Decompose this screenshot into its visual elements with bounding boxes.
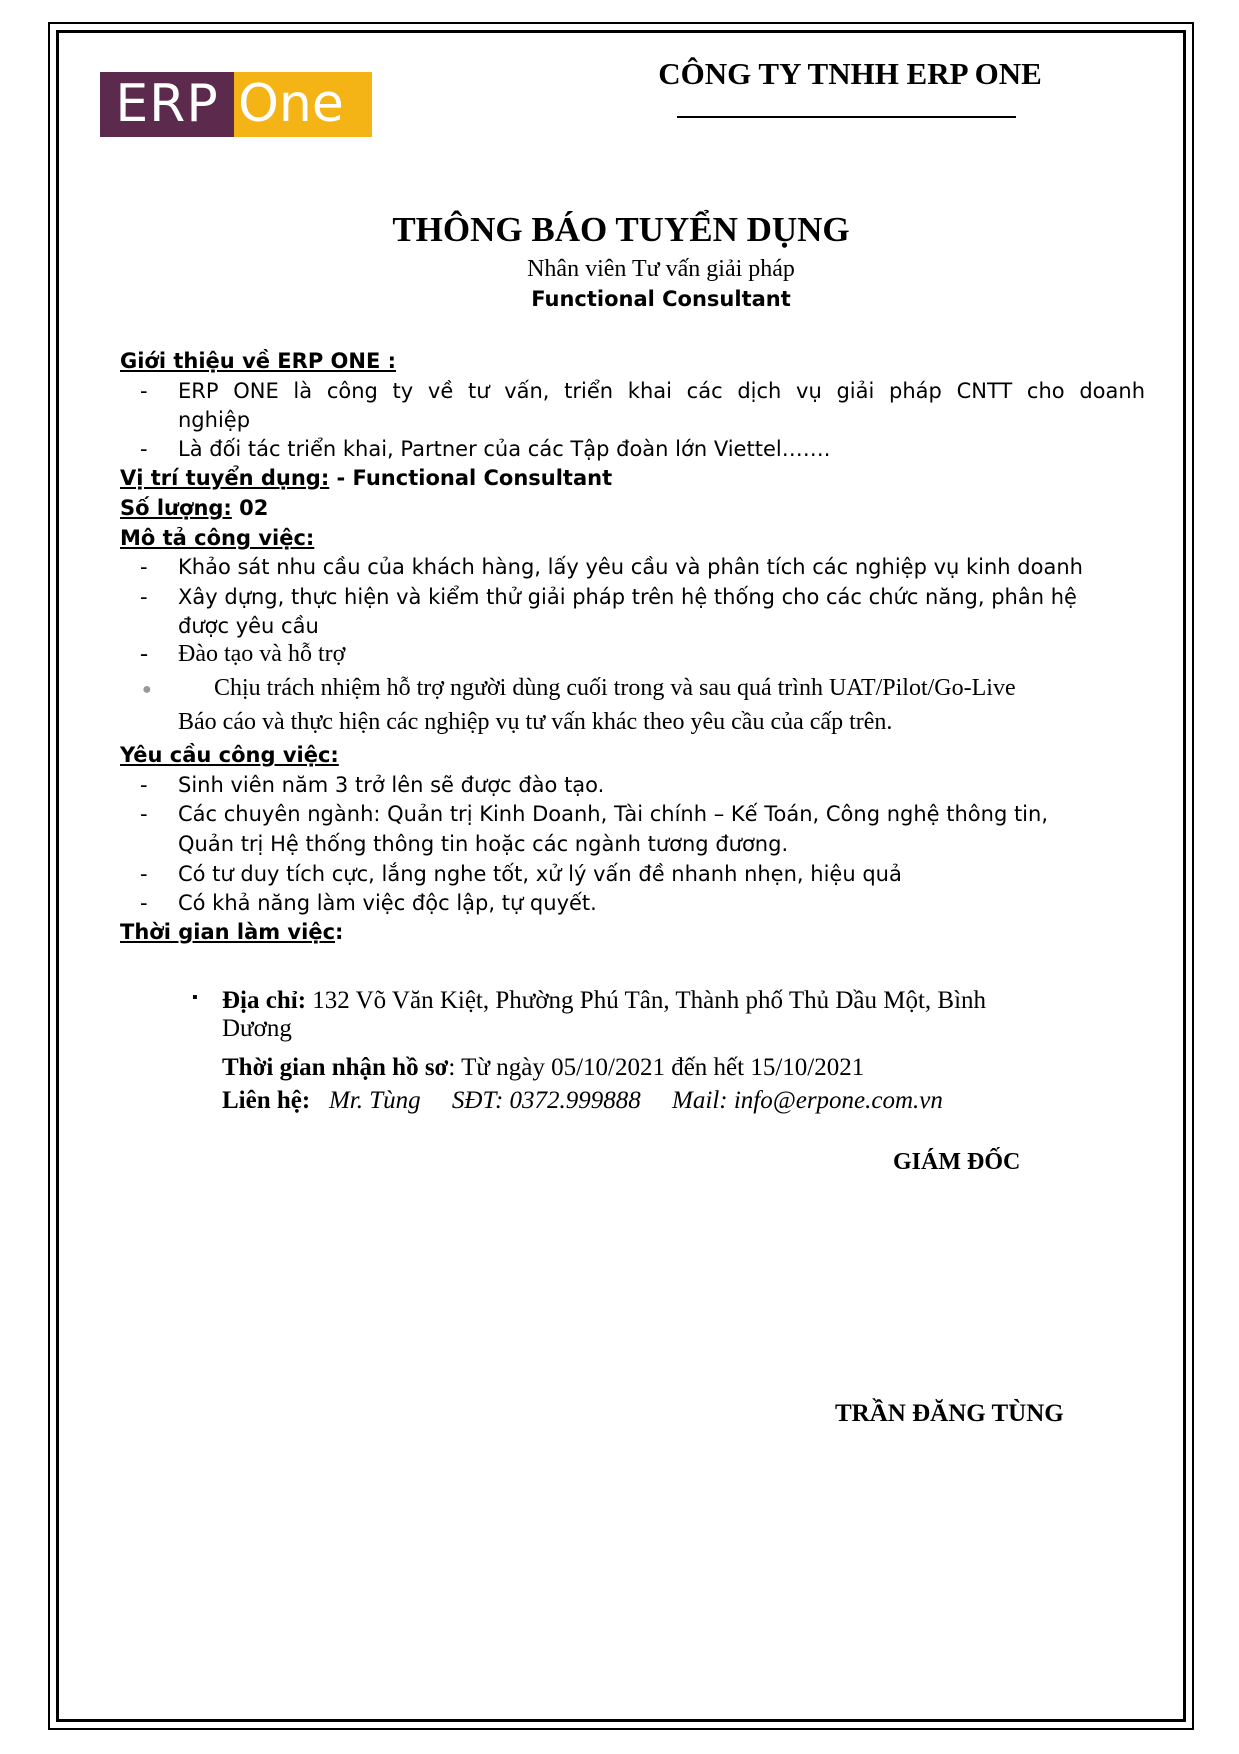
logo-left-text: ERP (100, 72, 234, 137)
logo-right-text: One (234, 72, 372, 137)
position-line: Vị trí tuyển dụng: - Functional Consultant (120, 466, 613, 490)
page-subtitle-en: Functional Consultant (531, 287, 791, 311)
page-title: THÔNG BÁO TUYỂN DỤNG (392, 210, 850, 249)
receive-time: Thời gian nhận hồ sơ: Từ ngày 05/10/2021 đến hết 15/10/2021 (222, 1054, 865, 1081)
signer-name: TRẦN ĐĂNG TÙNG (835, 1400, 1064, 1427)
company-underline (677, 116, 1016, 118)
quantity-line: Số lượng: 02 (120, 496, 269, 520)
company-name: CÔNG TY TNHH ERP ONE (658, 56, 1042, 91)
director-title: GIÁM ĐỐC (893, 1149, 1021, 1175)
address: Địa chỉ: 132 Võ Văn Kiệt, Phường Phú Tân, Thành phố Thủ Dầu Một, Bình Dương (222, 987, 987, 1042)
page-subtitle: Nhân viên Tư vấn giải pháp (527, 256, 795, 282)
requirements-heading: Yêu cầu công việc: (120, 743, 339, 767)
intro-heading: Giới thiệu về ERP ONE : (120, 349, 397, 373)
work-time-heading: Thời gian làm việc: (120, 920, 344, 944)
job-desc-heading: Mô tả công việc: (120, 526, 315, 550)
contact-info: Liên hệ: Mr. Tùng SĐT: 0372.999888 Mail: info@erpone.com.vn (222, 1087, 943, 1114)
square-bullet-icon: ▪ (192, 989, 198, 1006)
company-logo (100, 72, 372, 137)
